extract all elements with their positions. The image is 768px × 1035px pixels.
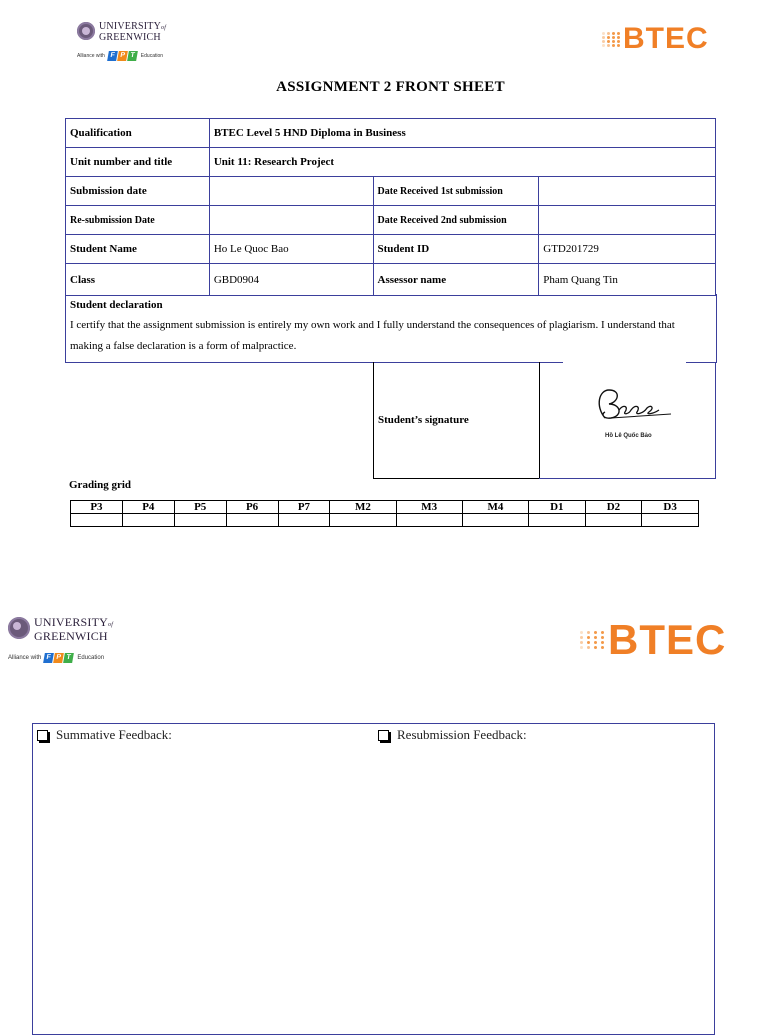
university-of-greenwich-logo-page2: UNIVERSITYof GREENWICH Alliance with F P T Education	[8, 615, 114, 661]
submission-date-label: Submission date	[66, 177, 210, 206]
signature-label-cell	[373, 362, 540, 479]
qualification-value: BTEC Level 5 HND Diploma in Business	[209, 119, 715, 148]
grade-header-m2: M2	[330, 501, 396, 514]
date-received-1-field[interactable]	[539, 177, 716, 206]
student-name-label: Student Name	[66, 235, 210, 264]
page-title: ASSIGNMENT 2 FRONT SHEET	[276, 79, 505, 95]
grade-cell-m2[interactable]	[330, 514, 396, 527]
fpt-logo-icon: F P T	[108, 51, 138, 61]
grade-cell-p4[interactable]	[122, 514, 174, 527]
unit-label: Unit number and title	[66, 148, 210, 177]
btec-logo: BTEC	[602, 22, 709, 56]
resubmission-feedback-label: Resubmission Feedback:	[397, 727, 527, 742]
grade-cell-p6[interactable]	[226, 514, 278, 527]
grade-header-p5: P5	[174, 501, 226, 514]
fpt-logo-icon: F P T	[44, 653, 74, 663]
crest-icon	[8, 617, 30, 639]
signature-label: Student’s signature	[378, 414, 469, 426]
feedback-box	[32, 723, 715, 1035]
grade-header-d1: D1	[528, 501, 585, 514]
grade-header-p7: P7	[278, 501, 330, 514]
declaration-heading: Student declaration	[70, 299, 163, 311]
grade-cell-p7[interactable]	[278, 514, 330, 527]
signature-caption: Hồ Lê Quốc Bảo	[605, 433, 652, 439]
assessor-value: Pham Quang Tin	[539, 264, 716, 296]
declaration-text-line2: making a false declaration is a form of malpractice.	[70, 340, 297, 352]
crest-icon	[77, 22, 95, 40]
resubmission-feedback[interactable]	[378, 727, 527, 743]
class-label: Class	[66, 264, 210, 296]
summative-feedback[interactable]	[37, 727, 172, 743]
student-id-value: GTD201729	[539, 235, 716, 264]
grade-cell-d3[interactable]	[642, 514, 699, 527]
resubmission-feedback-checkbox-icon[interactable]	[378, 730, 389, 741]
summative-feedback-checkbox-icon[interactable]	[37, 730, 48, 741]
grade-header-d2: D2	[585, 501, 642, 514]
btec-logo-page2: BTEC	[580, 616, 726, 664]
grading-grid-value-row	[71, 514, 699, 527]
declaration-text-line1: I certify that the assignment submission is entirely my own work and I fully understand the consequences of plagiarism. I understand that	[70, 319, 675, 331]
class-value: GBD0904	[209, 264, 373, 296]
declaration-box	[65, 294, 717, 363]
grade-cell-p5[interactable]	[174, 514, 226, 527]
signature-cell[interactable]	[539, 362, 716, 479]
student-id-label: Student ID	[373, 235, 539, 264]
date-received-2-field[interactable]	[539, 206, 716, 235]
resubmission-date-field[interactable]	[209, 206, 373, 235]
grade-cell-d1[interactable]	[528, 514, 585, 527]
grade-header-m4: M4	[462, 501, 528, 514]
grade-header-p3: P3	[71, 501, 123, 514]
btec-dots-icon	[580, 631, 606, 649]
submission-date-field[interactable]	[209, 177, 373, 206]
grading-grid-header-row	[71, 501, 699, 514]
date-received-1-label: Date Received 1st submission	[373, 177, 539, 206]
grade-header-p4: P4	[122, 501, 174, 514]
assessor-label: Assessor name	[373, 264, 539, 296]
btec-dots-icon	[602, 32, 621, 47]
resubmission-date-label: Re-submission Date	[66, 206, 210, 235]
grade-header-d3: D3	[642, 501, 699, 514]
grading-grid-table	[70, 500, 699, 527]
grade-header-m3: M3	[396, 501, 462, 514]
summative-feedback-label: Summative Feedback:	[56, 727, 172, 742]
grade-cell-m4[interactable]	[462, 514, 528, 527]
grade-header-p6: P6	[226, 501, 278, 514]
grade-cell-d2[interactable]	[585, 514, 642, 527]
unit-value: Unit 11: Research Project	[209, 148, 715, 177]
signature-image	[591, 384, 677, 428]
front-sheet-table	[65, 118, 716, 296]
grade-cell-p3[interactable]	[71, 514, 123, 527]
grade-cell-m3[interactable]	[396, 514, 462, 527]
grading-grid-label: Grading grid	[69, 479, 132, 491]
university-of-greenwich-logo: UNIVERSITYof GREENWICH Alliance with F P T Education	[77, 21, 167, 59]
date-received-2-label: Date Received 2nd submission	[373, 206, 539, 235]
qualification-label: Qualification	[66, 119, 210, 148]
student-name-value: Ho Le Quoc Bao	[209, 235, 373, 264]
